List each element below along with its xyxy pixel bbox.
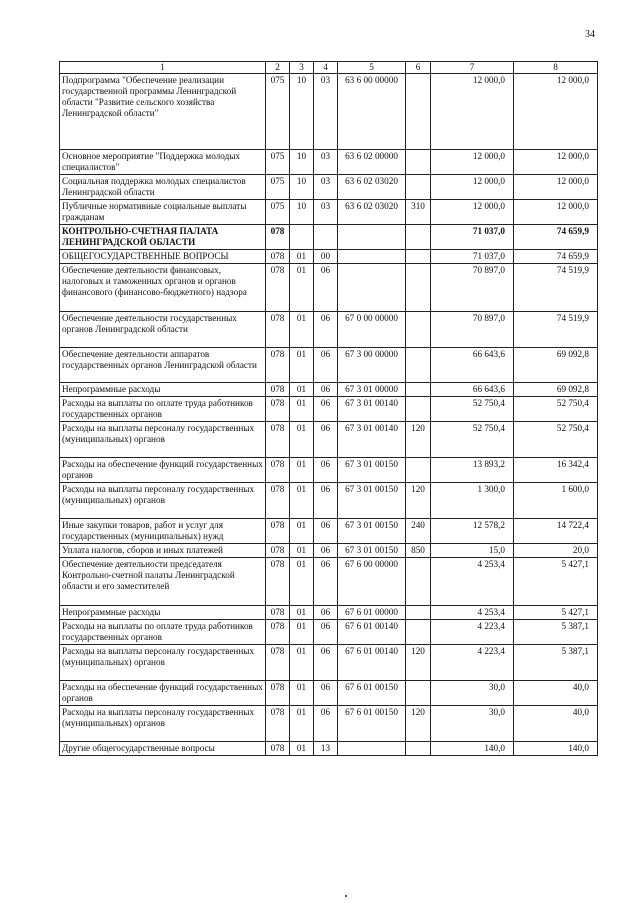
section-code-cell: 01: [290, 397, 314, 422]
target-article-cell: 63 6 02 00000: [338, 150, 406, 175]
subsection-code-cell: 03: [314, 74, 338, 150]
amount-col8-cell: 74 519,9: [514, 264, 598, 312]
target-article-cell: [338, 742, 406, 756]
row-name-cell: ОБЩЕГОСУДАРСТВЕННЫЕ ВОПРОСЫ: [60, 250, 266, 264]
subsection-code-cell: 06: [314, 620, 338, 645]
section-code-cell: 10: [290, 200, 314, 225]
amount-col7-cell: 12 000,0: [431, 175, 514, 200]
row-name-cell: Основное мероприятие "Поддержка молодых специалистов": [60, 150, 266, 175]
expense-type-cell: 850: [406, 544, 431, 558]
table-row: [60, 225, 598, 250]
row-name-cell: Расходы на выплаты по оплате труда работников государственных органов: [60, 397, 266, 422]
subsection-code-cell: 06: [314, 519, 338, 544]
section-code-cell: 01: [290, 264, 314, 312]
section-code-cell: 01: [290, 606, 314, 620]
subsection-code-cell: 06: [314, 645, 338, 681]
subsection-code-cell: 00: [314, 250, 338, 264]
section-code-cell: 01: [290, 544, 314, 558]
amount-col7-cell: 12 578,2: [431, 519, 514, 544]
ministry-code-cell: 078: [266, 422, 290, 458]
amount-col8-cell: 74 519,9: [514, 312, 598, 348]
amount-col7-cell: 1 300,0: [431, 483, 514, 519]
subsection-code-cell: 03: [314, 175, 338, 200]
section-code-cell: 01: [290, 645, 314, 681]
amount-col7-cell: 13 893,2: [431, 458, 514, 483]
amount-col7-cell: 140,0: [431, 742, 514, 756]
ministry-code-cell: 078: [266, 681, 290, 706]
row-name-cell: Непрограммные расходы: [60, 383, 266, 397]
expense-type-cell: [406, 458, 431, 483]
section-code-cell: 01: [290, 558, 314, 606]
amount-col8-cell: 12 000,0: [514, 175, 598, 200]
table-row: [60, 558, 598, 606]
row-name-cell: Обеспечение деятельности финансовых, налоговых и таможенных органов и органов финансового (финансово-бюджетного) надзора: [60, 264, 266, 312]
scan-speck: [345, 895, 347, 897]
section-code-cell: 01: [290, 348, 314, 383]
amount-col8-cell: 40,0: [514, 681, 598, 706]
amount-col7-cell: 4 253,4: [431, 606, 514, 620]
table-row: [60, 312, 598, 348]
table-row: [60, 397, 598, 422]
row-name-cell: Расходы на выплаты по оплате труда работников государственных органов: [60, 620, 266, 645]
table-row: [60, 620, 598, 645]
amount-col8-cell: 16 342,4: [514, 458, 598, 483]
expense-type-cell: [406, 312, 431, 348]
row-name-cell: Расходы на выплаты персоналу государственных (муниципальных) органов: [60, 483, 266, 519]
amount-col8-cell: 1 600,0: [514, 483, 598, 519]
target-article-cell: 67 3 01 00000: [338, 383, 406, 397]
amount-col7-cell: 30,0: [431, 681, 514, 706]
row-name-cell: Социальная поддержка молодых специалистов Ленинградской области: [60, 175, 266, 200]
section-code-cell: 01: [290, 742, 314, 756]
expense-type-cell: [406, 397, 431, 422]
amount-col8-cell: 140,0: [514, 742, 598, 756]
table-row: [60, 175, 598, 200]
subsection-code-cell: 06: [314, 558, 338, 606]
header-row: [60, 62, 598, 74]
expense-type-cell: 310: [406, 200, 431, 225]
section-code-cell: 10: [290, 74, 314, 150]
ministry-code-cell: 075: [266, 150, 290, 175]
table-row: [60, 383, 598, 397]
column-header: 5: [338, 62, 406, 74]
section-code-cell: 01: [290, 458, 314, 483]
target-article-cell: [338, 264, 406, 312]
section-code-cell: 01: [290, 681, 314, 706]
subsection-code-cell: 06: [314, 312, 338, 348]
subsection-code-cell: 03: [314, 200, 338, 225]
table-row: [60, 544, 598, 558]
expense-type-cell: [406, 74, 431, 150]
subsection-code-cell: 06: [314, 681, 338, 706]
amount-col8-cell: 52 750,4: [514, 397, 598, 422]
row-name-cell: Расходы на обеспечение функций государственных органов: [60, 458, 266, 483]
row-name-cell: Обеспечение деятельности председателя Контрольно-счетной палаты Ленинградской области и его заместителей: [60, 558, 266, 606]
ministry-code-cell: 078: [266, 483, 290, 519]
section-code-cell: 01: [290, 620, 314, 645]
row-name-cell: Расходы на выплаты персоналу государственных (муниципальных) органов: [60, 645, 266, 681]
row-name-cell: Публичные нормативные социальные выплаты гражданам: [60, 200, 266, 225]
column-header: 2: [266, 62, 290, 74]
expense-type-cell: 120: [406, 645, 431, 681]
expense-type-cell: [406, 150, 431, 175]
ministry-code-cell: 075: [266, 200, 290, 225]
ministry-code-cell: 078: [266, 706, 290, 742]
table-row: [60, 606, 598, 620]
row-name-cell: Уплата налогов, сборов и иных платежей: [60, 544, 266, 558]
target-article-cell: 67 3 01 00140: [338, 397, 406, 422]
amount-col7-cell: 52 750,4: [431, 397, 514, 422]
section-code-cell: 01: [290, 312, 314, 348]
expense-type-cell: [406, 620, 431, 645]
row-name-cell: Непрограммные расходы: [60, 606, 266, 620]
amount-col7-cell: 4 253,4: [431, 558, 514, 606]
subsection-code-cell: 13: [314, 742, 338, 756]
table-row: [60, 458, 598, 483]
amount-col7-cell: 12 000,0: [431, 200, 514, 225]
expense-type-cell: [406, 383, 431, 397]
table-row: [60, 200, 598, 225]
target-article-cell: 63 6 02 03020: [338, 200, 406, 225]
subsection-code-cell: 06: [314, 706, 338, 742]
section-code-cell: 01: [290, 422, 314, 458]
target-article-cell: 67 6 01 00140: [338, 645, 406, 681]
row-name-cell: Подпрограмма "Обеспечение реализации государственной программы Ленинградской области "Развитие сельского хозяйства Ленинградской области": [60, 74, 266, 150]
column-header: 1: [60, 62, 266, 74]
subsection-code-cell: 06: [314, 383, 338, 397]
ministry-code-cell: 078: [266, 348, 290, 383]
table-row: [60, 422, 598, 458]
row-name-cell: Обеспечение деятельности аппаратов государственных органов Ленинградской области: [60, 348, 266, 383]
ministry-code-cell: 078: [266, 606, 290, 620]
row-name-cell: КОНТРОЛЬНО-СЧЕТНАЯ ПАЛАТА ЛЕНИНГРАДСКОЙ ОБЛАСТИ: [60, 225, 266, 250]
expense-type-cell: 120: [406, 706, 431, 742]
target-article-cell: 67 3 00 00000: [338, 348, 406, 383]
subsection-code-cell: 06: [314, 483, 338, 519]
column-header: 6: [406, 62, 431, 74]
table-row: [60, 74, 598, 150]
expense-type-cell: [406, 558, 431, 606]
amount-col8-cell: 5 387,1: [514, 620, 598, 645]
column-header: 4: [314, 62, 338, 74]
subsection-code-cell: 06: [314, 264, 338, 312]
amount-col8-cell: 40,0: [514, 706, 598, 742]
subsection-code-cell: 06: [314, 348, 338, 383]
expense-type-cell: [406, 225, 431, 250]
amount-col8-cell: 5 427,1: [514, 558, 598, 606]
table-row: [60, 250, 598, 264]
ministry-code-cell: 078: [266, 264, 290, 312]
amount-col7-cell: 66 643,6: [431, 348, 514, 383]
ministry-code-cell: 075: [266, 74, 290, 150]
expense-type-cell: [406, 681, 431, 706]
page-number: 34: [585, 29, 595, 40]
ministry-code-cell: 078: [266, 383, 290, 397]
amount-col8-cell: 20,0: [514, 544, 598, 558]
section-code-cell: 01: [290, 519, 314, 544]
target-article-cell: [338, 250, 406, 264]
amount-col7-cell: 66 643,6: [431, 383, 514, 397]
row-name-cell: Другие общегосударственные вопросы: [60, 742, 266, 756]
expense-type-cell: [406, 175, 431, 200]
amount-col8-cell: 74 659,9: [514, 225, 598, 250]
section-code-cell: 01: [290, 483, 314, 519]
amount-col8-cell: 5 387,1: [514, 645, 598, 681]
row-name-cell: Иные закупки товаров, работ и услуг для государственных (муниципальных) нужд: [60, 519, 266, 544]
amount-col7-cell: 4 223,4: [431, 645, 514, 681]
ministry-code-cell: 078: [266, 519, 290, 544]
column-header: 3: [290, 62, 314, 74]
amount-col7-cell: 52 750,4: [431, 422, 514, 458]
table-row: [60, 483, 598, 519]
amount-col7-cell: 12 000,0: [431, 150, 514, 175]
target-article-cell: 67 3 01 00150: [338, 483, 406, 519]
ministry-code-cell: 078: [266, 645, 290, 681]
row-name-cell: Расходы на обеспечение функций государственных органов: [60, 681, 266, 706]
amount-col7-cell: 71 037,0: [431, 250, 514, 264]
target-article-cell: 67 3 01 00140: [338, 422, 406, 458]
row-name-cell: Расходы на выплаты персоналу государственных (муниципальных) органов: [60, 422, 266, 458]
expense-type-cell: [406, 742, 431, 756]
amount-col7-cell: 12 000,0: [431, 74, 514, 150]
target-article-cell: 67 6 00 00000: [338, 558, 406, 606]
column-header: 7: [431, 62, 514, 74]
target-article-cell: 63 6 00 00000: [338, 74, 406, 150]
section-code-cell: 01: [290, 250, 314, 264]
ministry-code-cell: 078: [266, 620, 290, 645]
amount-col8-cell: 12 000,0: [514, 74, 598, 150]
section-code-cell: 10: [290, 175, 314, 200]
table-row: [60, 645, 598, 681]
amount-col8-cell: 12 000,0: [514, 200, 598, 225]
amount-col8-cell: 52 750,4: [514, 422, 598, 458]
expense-type-cell: [406, 250, 431, 264]
amount-col8-cell: 69 092,8: [514, 383, 598, 397]
target-article-cell: 67 3 01 00150: [338, 544, 406, 558]
target-article-cell: 67 6 01 00150: [338, 706, 406, 742]
table-row: [60, 681, 598, 706]
target-article-cell: 63 6 02 03020: [338, 175, 406, 200]
table-row: [60, 150, 598, 175]
expense-type-cell: 120: [406, 422, 431, 458]
target-article-cell: 67 6 01 00140: [338, 620, 406, 645]
ministry-code-cell: 078: [266, 397, 290, 422]
target-article-cell: 67 6 01 00150: [338, 681, 406, 706]
section-code-cell: 01: [290, 706, 314, 742]
amount-col7-cell: 71 037,0: [431, 225, 514, 250]
subsection-code-cell: 06: [314, 397, 338, 422]
ministry-code-cell: 075: [266, 175, 290, 200]
subsection-code-cell: [314, 225, 338, 250]
target-article-cell: 67 0 00 00000: [338, 312, 406, 348]
expense-type-cell: 240: [406, 519, 431, 544]
ministry-code-cell: 078: [266, 544, 290, 558]
expense-type-cell: [406, 264, 431, 312]
amount-col7-cell: 30,0: [431, 706, 514, 742]
ministry-code-cell: 078: [266, 458, 290, 483]
subsection-code-cell: 06: [314, 544, 338, 558]
amount-col8-cell: 5 427,1: [514, 606, 598, 620]
column-header: 8: [514, 62, 598, 74]
target-article-cell: [338, 225, 406, 250]
subsection-code-cell: 06: [314, 606, 338, 620]
ministry-code-cell: 078: [266, 225, 290, 250]
table-row: [60, 519, 598, 544]
target-article-cell: 67 3 01 00150: [338, 519, 406, 544]
ministry-code-cell: 078: [266, 558, 290, 606]
row-name-cell: Расходы на выплаты персоналу государственных (муниципальных) органов: [60, 706, 266, 742]
section-code-cell: 01: [290, 383, 314, 397]
row-name-cell: Обеспечение деятельности государственных органов Ленинградской области: [60, 312, 266, 348]
amount-col8-cell: 12 000,0: [514, 150, 598, 175]
section-code-cell: 10: [290, 150, 314, 175]
target-article-cell: 67 3 01 00150: [338, 458, 406, 483]
subsection-code-cell: 06: [314, 458, 338, 483]
expense-type-cell: [406, 348, 431, 383]
expense-type-cell: [406, 606, 431, 620]
subsection-code-cell: 03: [314, 150, 338, 175]
table-row: [60, 742, 598, 756]
amount-col8-cell: 69 092,8: [514, 348, 598, 383]
amount-col7-cell: 70 897,0: [431, 312, 514, 348]
expense-type-cell: 120: [406, 483, 431, 519]
table-row: [60, 348, 598, 383]
target-article-cell: 67 6 01 00000: [338, 606, 406, 620]
ministry-code-cell: 078: [266, 250, 290, 264]
section-code-cell: [290, 225, 314, 250]
ministry-code-cell: 078: [266, 742, 290, 756]
table-row: [60, 706, 598, 742]
amount-col7-cell: 4 223,4: [431, 620, 514, 645]
subsection-code-cell: 06: [314, 422, 338, 458]
budget-table: [59, 61, 598, 756]
amount-col8-cell: 74 659,9: [514, 250, 598, 264]
table-row: [60, 264, 598, 312]
amount-col7-cell: 15,0: [431, 544, 514, 558]
amount-col8-cell: 14 722,4: [514, 519, 598, 544]
ministry-code-cell: 078: [266, 312, 290, 348]
amount-col7-cell: 70 897,0: [431, 264, 514, 312]
